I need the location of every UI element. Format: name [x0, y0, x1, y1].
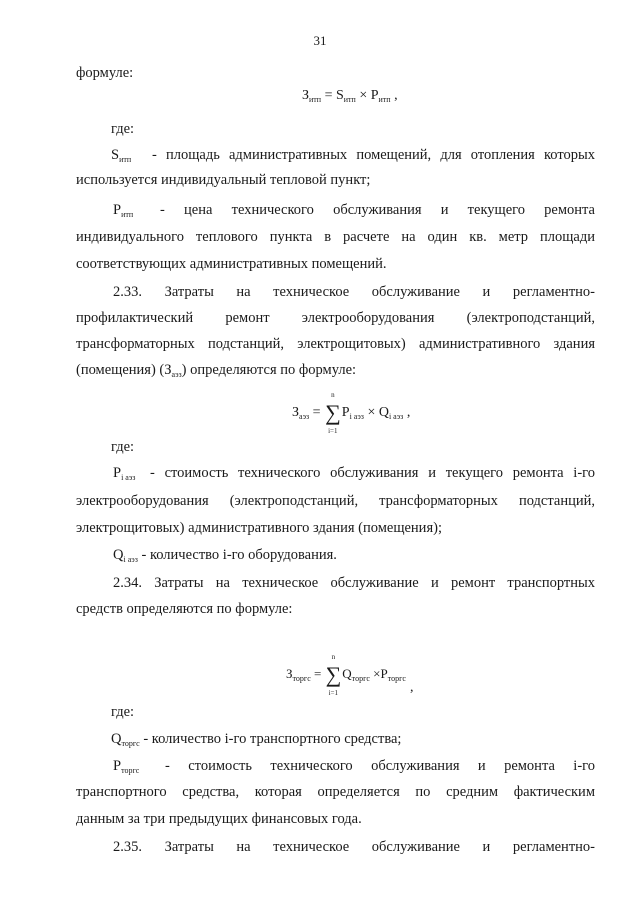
text-line: - стоимость технического обслуживания и текущего ремонта i-го — [150, 465, 595, 481]
text-line: - стоимость технического обслуживания и ремонта i-го — [165, 758, 595, 774]
text-line: - площадь административных помещений, для отопления которых — [152, 147, 595, 163]
text-line: профилактический ремонт электрооборудования (электроподстанций, — [76, 310, 595, 326]
where-label: где: — [111, 439, 135, 455]
variable-q-line: $Q_{i аэз}$ - количество i-го оборудования. — [113, 547, 337, 564]
variable-p-symbol: $Р_{итп}$ — [113, 202, 134, 219]
text-line: электрооборудования (электроподстанций, трансформаторных подстанций, — [76, 493, 595, 509]
text-line: соответствующих административных помещений. — [76, 256, 387, 272]
text-line: формуле: — [76, 65, 134, 81]
sum-icon: ∑ n i=1 — [325, 653, 342, 697]
text-line: - цена технического обслуживания и текущего ремонта — [160, 202, 595, 218]
text-line: (помещения) $(З_{аэз})$ определяются по формуле: — [76, 362, 357, 379]
formula-itp: $З_{итп} = S_{итп} \times Р_{итп}$ , — [302, 88, 398, 104]
variable-q-line: $Q_{торгс}$ - количество i-го транспортного средства; — [111, 731, 402, 748]
text-line: используется индивидуальный тепловой пункт; — [76, 172, 371, 188]
section-heading: 2.34. Затраты на техническое обслуживание и ремонт транспортных — [113, 575, 595, 591]
text-line: средств определяются по формуле: — [76, 601, 293, 617]
text-line: индивидуального теплового пункта в расчете на один кв. метр площади — [76, 229, 595, 245]
where-label: где: — [111, 704, 135, 720]
variable-p-symbol: $Р_{торгс}$ — [113, 758, 140, 775]
page-number: 31 — [313, 33, 327, 48]
section-heading: 2.35. Затраты на техническое обслуживание и регламентно- — [113, 839, 595, 855]
text-line: транспортного средства, которая определяется по средним фактическим — [76, 784, 595, 800]
variable-s-symbol: $S_{итп}$ — [111, 147, 132, 164]
formula-aez: $З_{аэз}$ = ∑ n i=1 $Р_{i аэз} \times Q_{i аэз}$ , — [292, 391, 411, 435]
text-line: трансформаторных подстанций, электрощитовых) административного здания — [76, 336, 595, 352]
text-line: электрощитовых) административного здания (помещения); — [76, 520, 442, 536]
where-label: где: — [111, 121, 135, 137]
variable-p-symbol: $Р_{i аэз}$ — [113, 465, 136, 482]
formula-comma: , — [410, 680, 414, 695]
formula-torgs: $З_{торгс}$ = ∑ n i=1 $Q_{торгс} \times Р_{торгс}$ — [286, 653, 406, 697]
sum-icon: ∑ n i=1 — [325, 391, 341, 435]
section-heading: 2.33. Затраты на техническое обслуживание и регламентно- — [113, 284, 595, 300]
text-line: данным за три предыдущих финансовых года. — [76, 811, 362, 827]
